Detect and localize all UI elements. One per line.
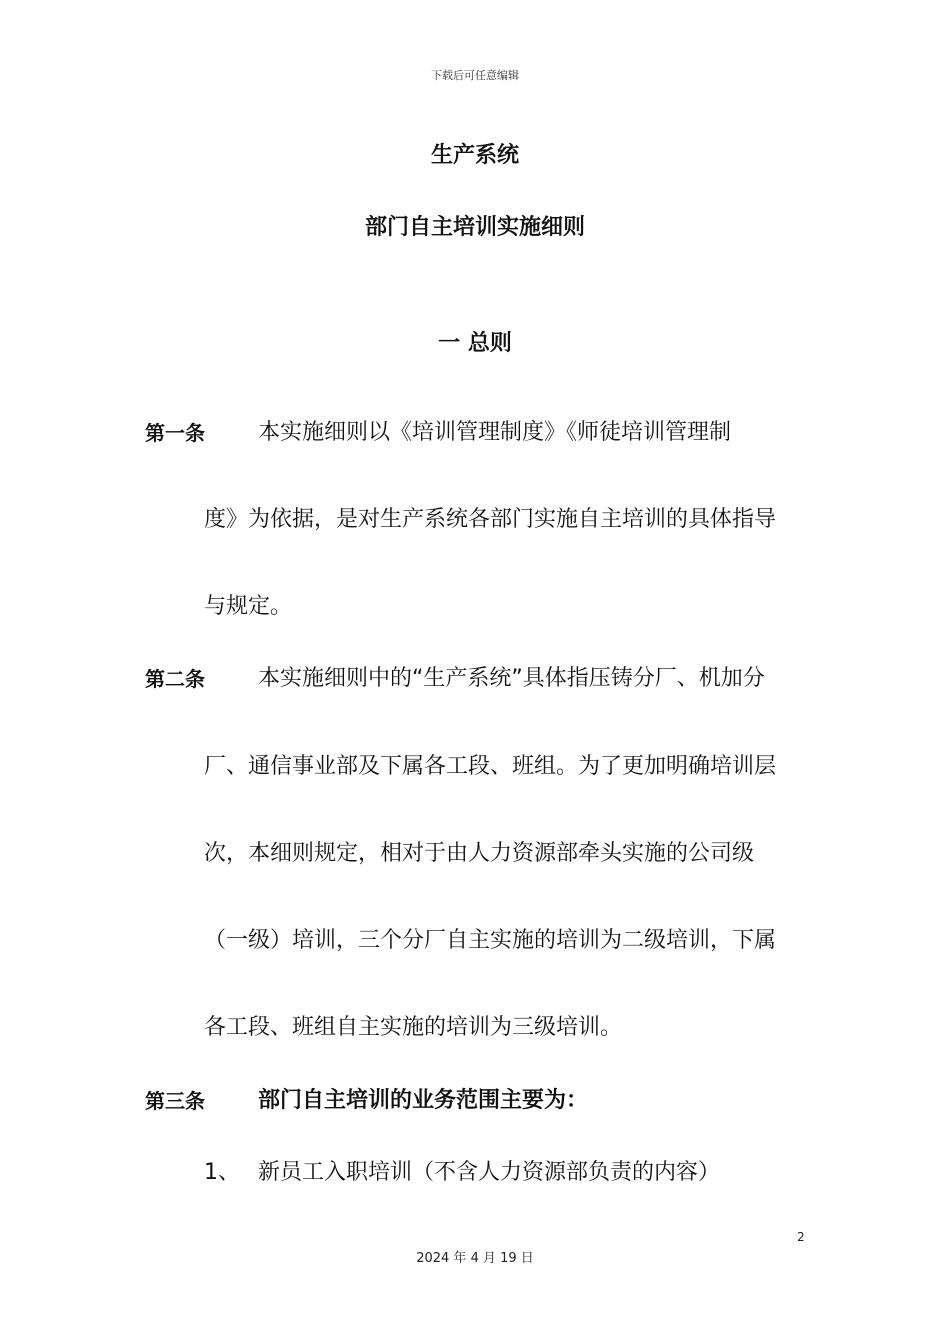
page-number: 2 xyxy=(797,1230,805,1244)
article-1-line-3: 与规定。 xyxy=(204,594,293,619)
article-1-line-2: 度》为依据，是对生产系统各部门实施自主培训的具体指导 xyxy=(204,507,777,532)
article-2-line-4: （一级）培训，三个分厂自主实施的培训为二级培训，下属 xyxy=(204,928,777,953)
system-title: 生产系统 xyxy=(430,143,519,168)
chapter-heading: 一 总则 xyxy=(438,331,512,356)
article-1-label: 第一条 xyxy=(145,421,205,445)
article-2-line-5: 各工段、班组自主实施的培训为三级培训。 xyxy=(204,1015,623,1040)
article-3-label: 第三条 xyxy=(145,1089,205,1113)
document-title: 部门自主培训实施细则 xyxy=(364,215,585,240)
list-item-1-number: 1、 xyxy=(204,1160,240,1185)
header-note: 下载后可任意编辑 xyxy=(431,69,519,82)
article-2-line-2: 厂、通信事业部及下属各工段、班组。为了更加明确培训层 xyxy=(204,754,777,779)
article-2-label: 第二条 xyxy=(145,667,205,691)
footer-date: 2024 年 4 月 19 日 xyxy=(416,1251,534,1266)
article-1-line-1: 本实施细则以《培训管理制度》《师徒培训管理制 xyxy=(258,420,732,445)
list-item-1-text: 新员工入职培训（不含人力资源部负责的内容） xyxy=(258,1160,721,1185)
article-2-line-3: 次，本细则规定，相对于由人力资源部牵头实施的公司级 xyxy=(204,841,755,866)
article-2-line-1: 本实施细则中的“生产系统”具体指压铸分厂、机加分 xyxy=(258,666,765,691)
article-3-line-1: 部门自主培训的业务范围主要为： xyxy=(258,1088,589,1113)
